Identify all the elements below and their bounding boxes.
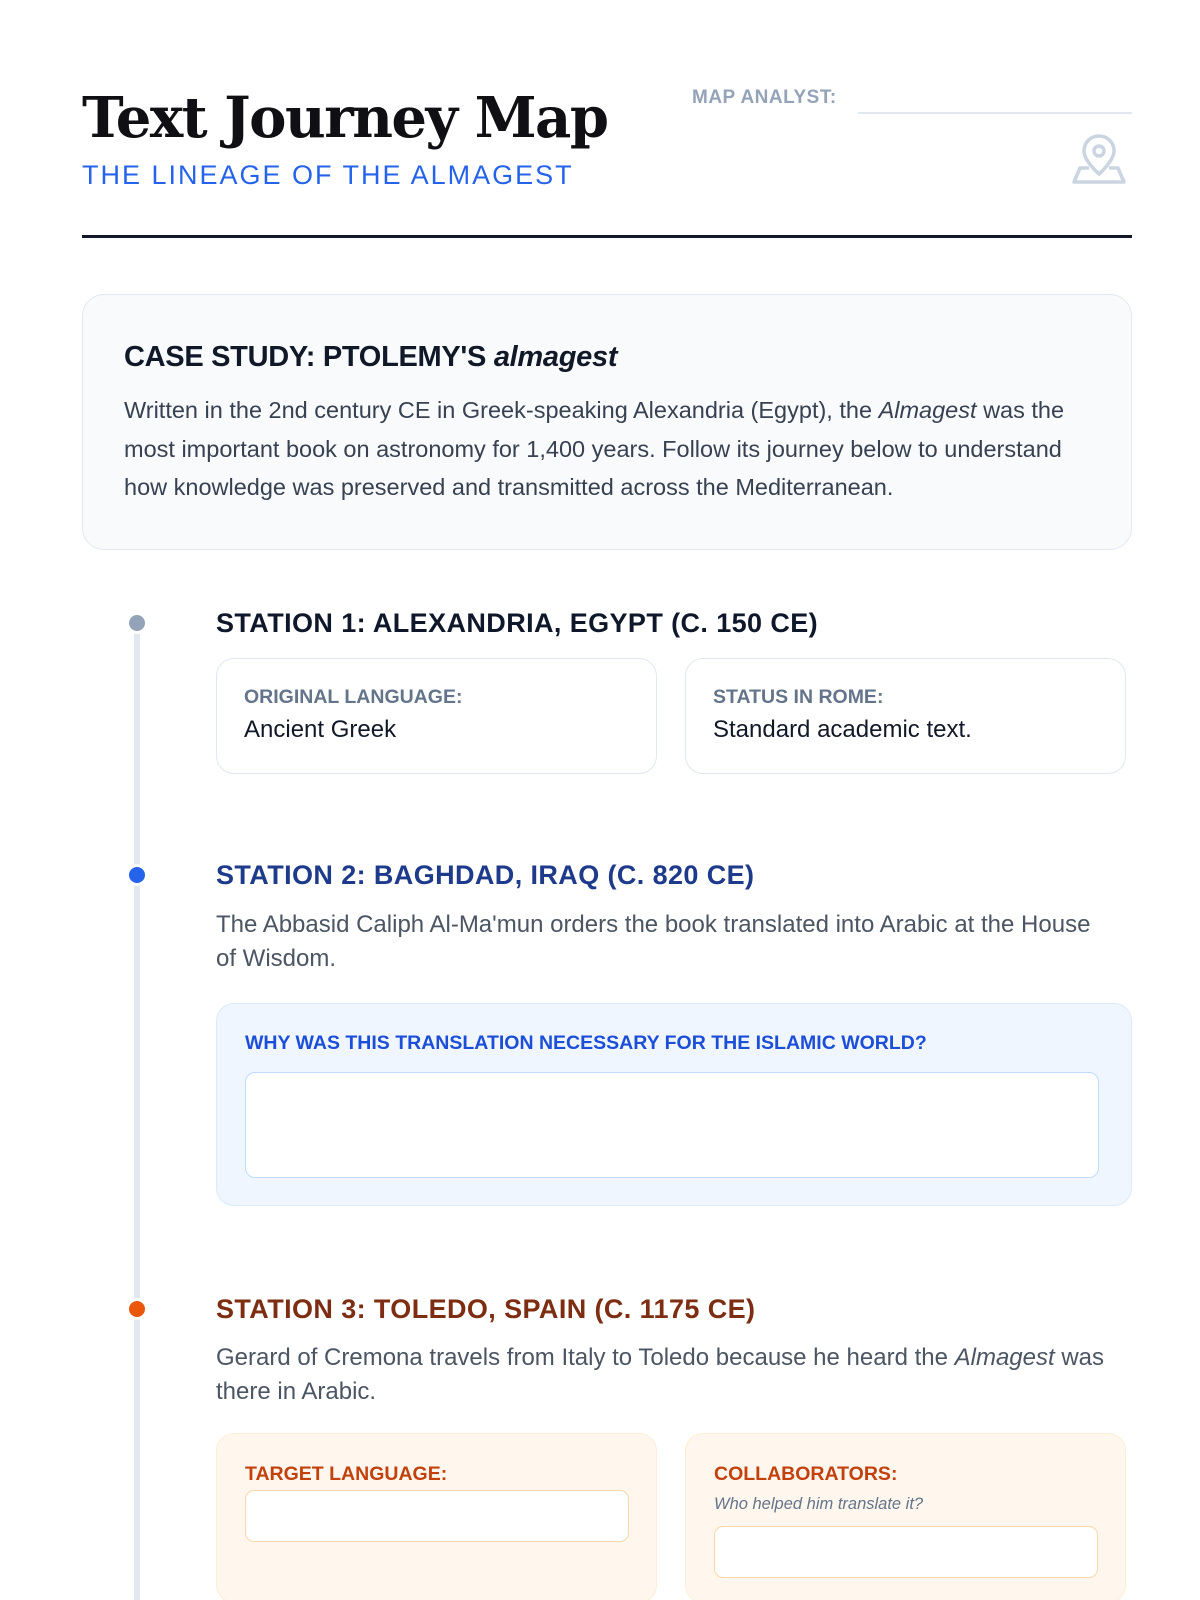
fact-value: Standard academic text. [713,716,972,743]
translation-question-box [216,1003,1132,1206]
case-study-title: CASE STUDY: PTOLEMY'S almagest [124,341,618,373]
case-study-body: Written in the 2nd century CE in Greek-speaking Alexandria (Egypt), the Almagest was the most important book on astronomy for 1,400 years. Follow its journey below to understand how knowledge was preserved and transmitted across the Mediterranean. [124,397,1065,500]
station-3-title: STATION 3: TOLEDO, SPAIN (C. 1175 CE) [216,1294,756,1324]
page-subtitle: THE LINEAGE OF THE ALMAGEST [82,160,574,190]
case-study-card [82,294,1132,550]
station-1-marker [126,612,148,634]
station-1-title: STATION 1: ALEXANDRIA, EGYPT (C. 150 CE) [216,608,819,638]
fact-value: Ancient Greek [244,716,397,743]
original-language-card [216,658,657,774]
question-answer-field[interactable] [245,1072,1099,1178]
field-label: TARGET LANGUAGE: [245,1463,448,1485]
timeline-rail [134,622,140,1600]
target-language-box [216,1433,657,1600]
field-label: COLLABORATORS: [714,1463,898,1485]
analyst-name-field[interactable] [858,112,1132,114]
station-2-title: STATION 2: BAGHDAD, IRAQ (C. 820 CE) [216,860,755,890]
station-2-marker [126,864,148,886]
page-header [82,86,1132,238]
station-3-marker [126,1298,148,1320]
map-pin-icon [1072,130,1126,186]
target-language-field[interactable] [245,1490,629,1542]
status-in-rome-card [685,658,1126,774]
station-2-description: The Abbasid Caliph Al-Ma'mun orders the book translated into Arabic at the House of Wisdom. [216,911,1091,972]
fact-label: ORIGINAL LANGUAGE: [244,686,463,708]
fact-label: STATUS IN ROME: [713,686,884,708]
question-label: WHY WAS THIS TRANSLATION NECESSARY FOR THE ISLAMIC WORLD? [245,1032,927,1054]
collaborators-box [685,1433,1126,1600]
page-title: Text Journey Map [82,85,608,151]
collaborators-field[interactable] [714,1526,1098,1578]
station-3-description: Gerard of Cremona travels from Italy to Toledo because he heard the Almagest was there in Arabic. [216,1344,1105,1405]
analyst-label: MAP ANALYST: [692,87,837,108]
field-hint: Who helped him translate it? [714,1495,924,1513]
